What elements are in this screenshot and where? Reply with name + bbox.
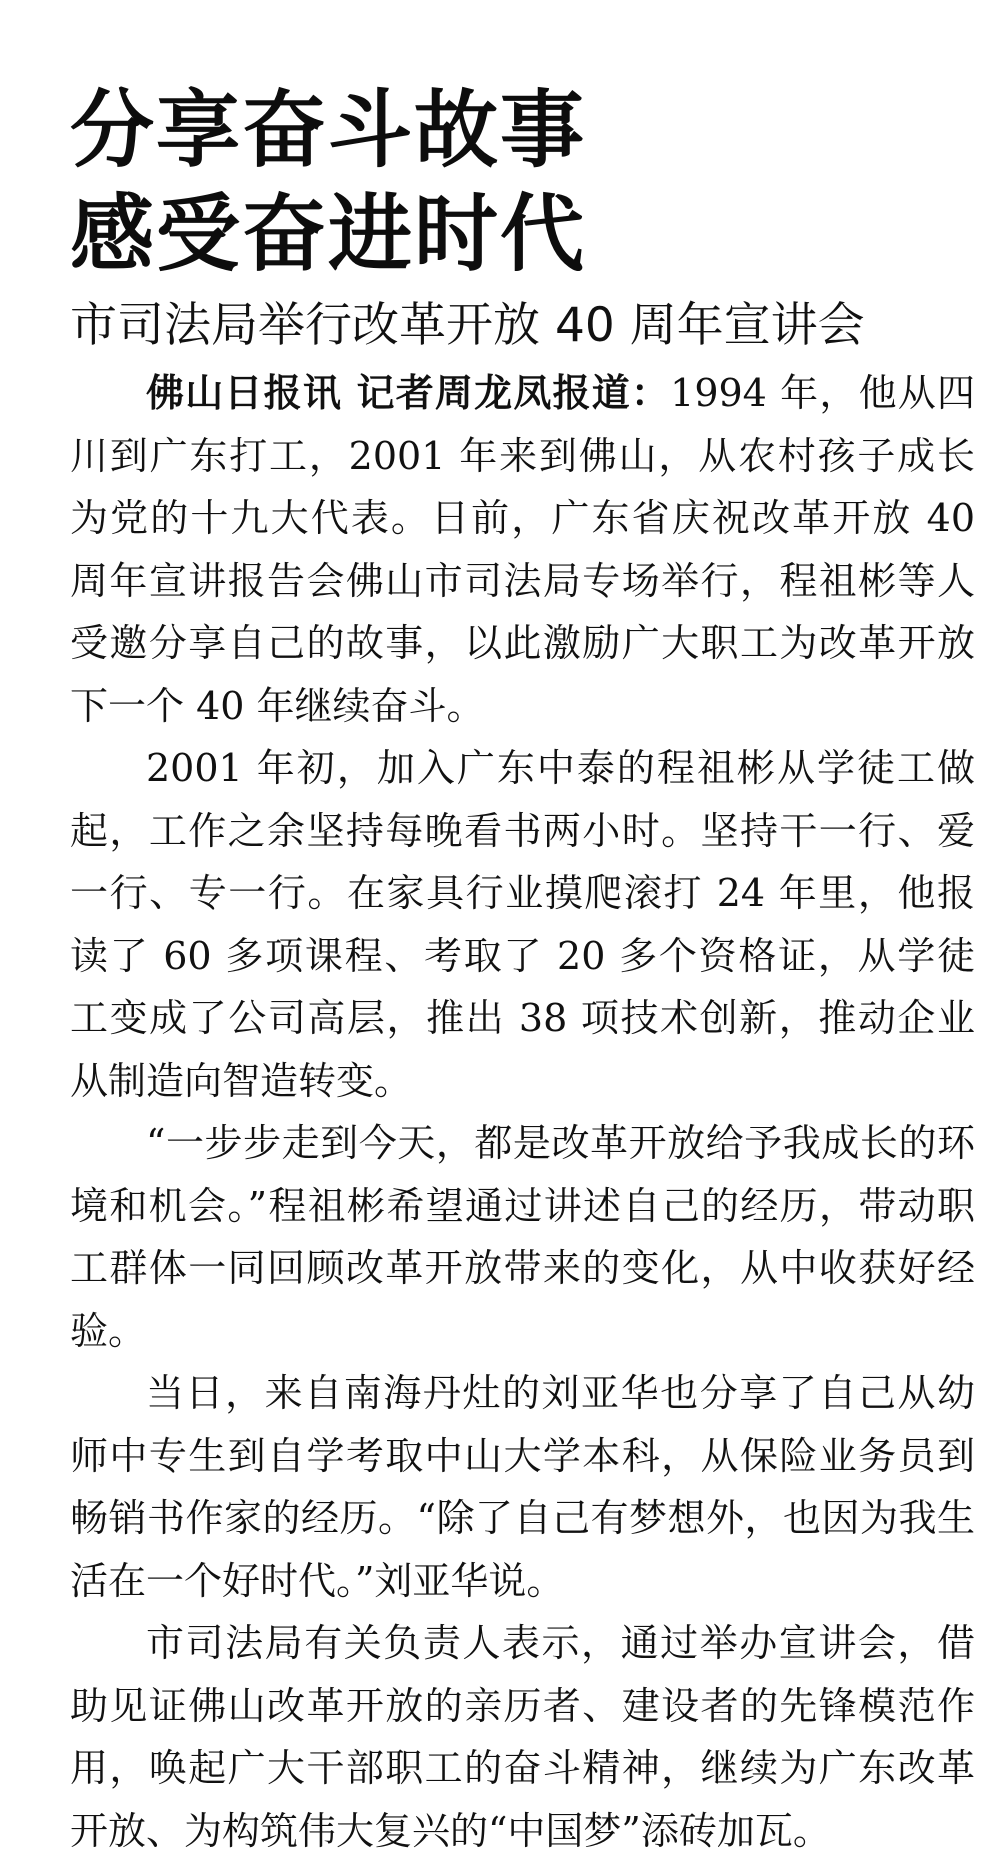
paragraph-1-text: 1994 年，他从四川到广东打工，2001 年来到佛山，从农村孩子成长为党的十九大代表。日前，广东省庆祝改革开放 40 周年宣讲报告会佛山市司法局专场举行，程祖彬等人受邀分享自己的故事，以此激励广大职工为改革开放下一个 40 年继续奋斗。	[70, 371, 975, 728]
news-article	[70, 78, 975, 1862]
paragraph-4: 当日，来自南海丹灶的刘亚华也分享了自己从幼师中专生到自学考取中山大学本科，从保险业务员到畅销书作家的经历。“除了自己有梦想外，也因为我生活在一个好时代。”刘亚华说。	[70, 1371, 975, 1603]
headline-line-2: 感受奋进时代	[70, 184, 587, 283]
subtitle: 市司法局举行改革开放 40 周年宣讲会	[70, 298, 865, 353]
article-body	[70, 362, 975, 1862]
headline-line-1: 分享奋斗故事	[70, 80, 587, 179]
paragraph-3: “一步步走到今天，都是改革开放给予我成长的环境和机会。”程祖彬希望通过讲述自己的经历，带动职工群体一同回顾改革开放带来的变化，从中收获好经验。	[70, 1121, 975, 1353]
headline	[70, 78, 975, 286]
dateline: 佛山日报讯 记者周龙凤报道：	[146, 371, 671, 415]
paragraph-5: 市司法局有关负责人表示，通过举办宣讲会，借助见证佛山改革开放的亲历者、建设者的先锋模范作用，唤起广大干部职工的奋斗精神，继续为广东改革开放、为构筑伟大复兴的“中国梦”添砖加瓦。	[70, 1621, 975, 1853]
paragraph-1	[70, 362, 975, 737]
paragraph-2: 2001 年初，加入广东中泰的程祖彬从学徒工做起，工作之余坚持每晚看书两小时。坚持干一行、爱一行、专一行。在家具行业摸爬滚打 24 年里，他报读了 60 多项课程、考取了 20 多个资格证，从学徒工变成了公司高层，推出 38 项技术创新，推动企业从制造向智造转变。	[70, 746, 975, 1103]
